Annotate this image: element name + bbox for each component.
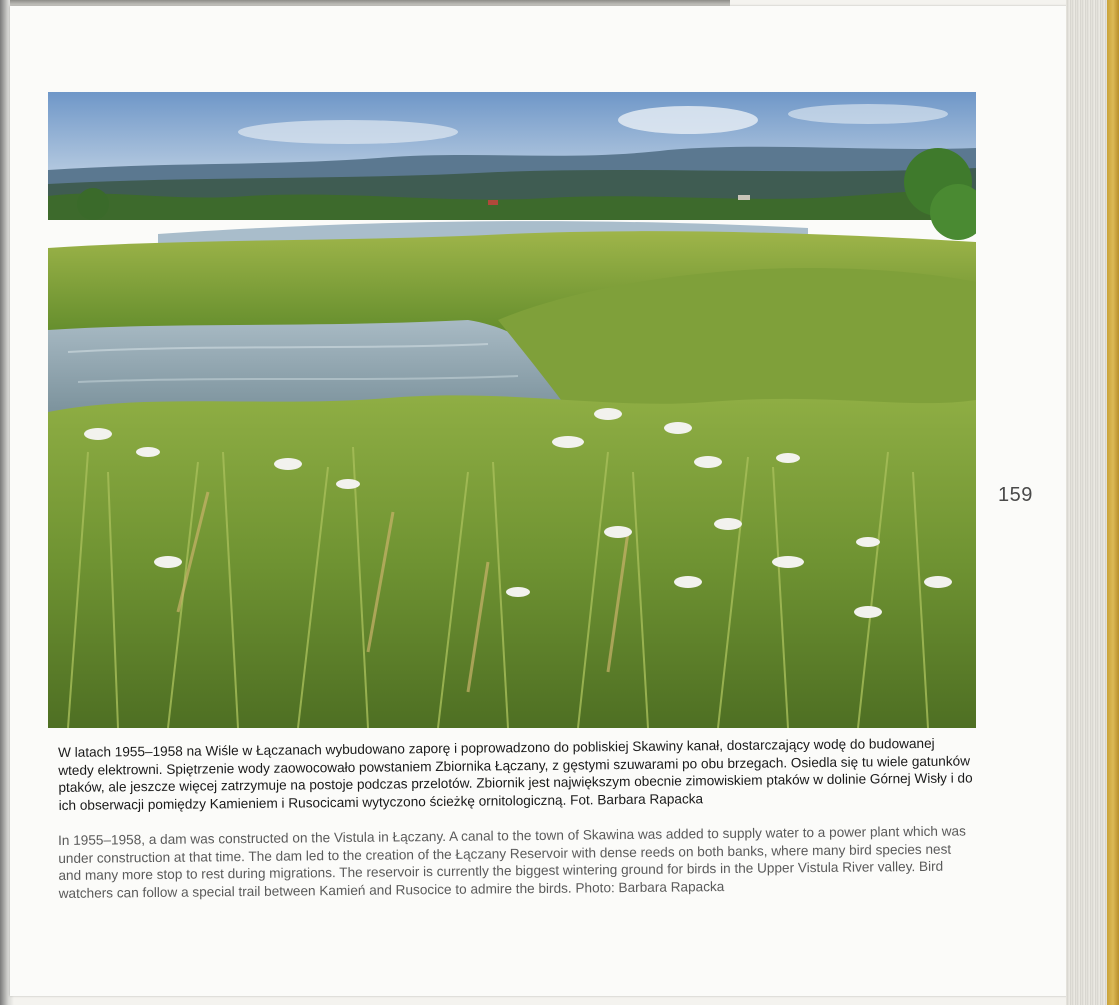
caption-english: In 1955–1958, a dam was constructed on the Vistula in Łączany. A canal to the town of Skawina was added to supply water to a power plant which was under construction at that time. The dam led to the creation of the Łączany Reservoir with dense reeds on both banks, where many bird species nest and many more stop to rest during migrations. The reservoir is currently the biggest wintering ground for birds in the Upper Vistula River valley. Bird watchers can follow a special trail between Kamień and Rusocice to admire the birds. Photo: Barbara Rapacka — [58, 823, 966, 901]
page-number: 159 — [998, 484, 1033, 506]
reservoir-photo — [48, 92, 976, 728]
page-stack-edge — [1066, 0, 1119, 1005]
caption-polish: W latach 1955–1958 na Wiśle w Łączanach wybudowano zaporę i poprowadzono do pobliskiej Skawiny kanał, dostarczający wodę do budowanej wtedy elektrowni. Spiętrzenie wody zaowocowało powstaniem Zbiornika Łączany, z gęstymi szuwarami po obu brzegach. Osiedla się tu wiele gatunków ptaków, ale jeszcze więcej zatrzymuje na postoje podczas przelotów. Zbiornik jest największym obecnie zimowiskiem ptaków w dolinie Górnej Wisły i do ich obserwacji pomiędzy Kamieniem i Rusocicami wytyczono ścieżkę ornitologiczną. Fot. Barbara Rapacka — [58, 735, 973, 813]
gilded-edge — [1107, 0, 1119, 1005]
